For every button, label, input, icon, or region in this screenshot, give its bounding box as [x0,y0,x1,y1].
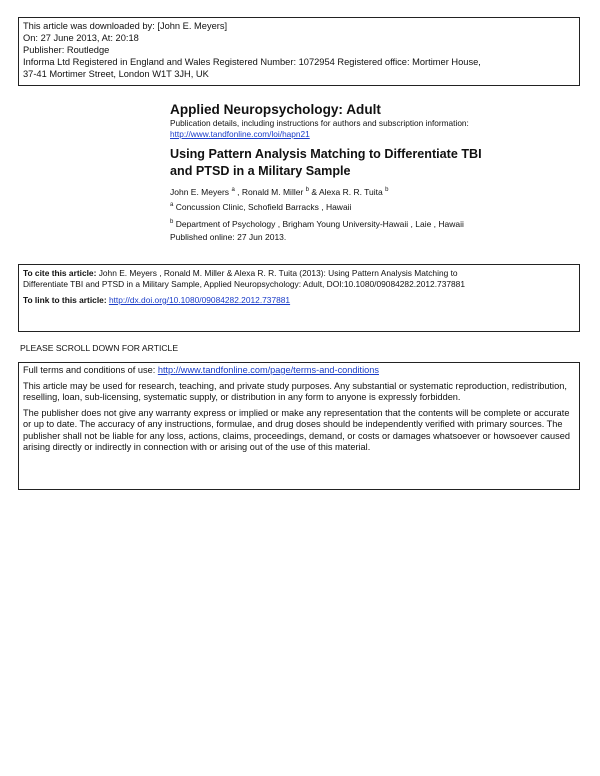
affiliation-text: Concussion Clinic, Schofield Barracks , Hawaii [175,202,352,212]
journal-title: Applied Neuropsychology: Adult [170,102,381,117]
cite-line [23,268,575,279]
affiliation-marker: b [305,187,310,193]
cite-label: To cite this article: [23,268,97,278]
terms-paragraph-2: The publisher does not give any warranty express or implied or make any representation that the contents will be complete or accurate or up to date. The accuracy of any instructions, formulae, and drug doses should be independently verified with primary sources. The publisher shall not be liable for any loss, actions, claims, proceedings, demand, or costs or damages whatsoever or howsoever caused arising directly or indirectly in connection with or arising out of the use of this material. [23,407,570,452]
download-line: Publisher: Routledge [23,45,110,55]
download-line: Informa Ltd Registered in England and Wales Registered Number: 1072954 Registered office: Mortimer House, [23,57,481,67]
affiliation-marker: b [385,187,389,193]
author-name: John E. Meyers [170,187,230,197]
journal-block [170,101,580,244]
cite-text-1: John E. Meyers , Ronald M. Miller & Alexa R. R. Tuita (2013): Using Pattern Analysis Matching to [98,268,458,278]
article-title-line-1: Using Pattern Analysis Matching to Differentiate TBI [170,147,482,161]
article-title [170,146,580,180]
link-label: To link to this article: [23,295,107,305]
affiliation-b [170,216,580,231]
download-line: On: 27 June 2013, At: 20:18 [23,33,139,43]
download-line: 37-41 Mortimer Street, London W1T 3JH, UK [23,69,209,79]
terms-intro-text: Full terms and conditions of use: [23,365,156,375]
download-line: This article was downloaded by: [John E. Meyers] [23,21,228,31]
journal-link[interactable]: http://www.tandfonline.com/loi/hapn21 [170,129,310,139]
terms-box [18,362,580,490]
doi-link[interactable]: http://dx.doi.org/10.1080/09084282.2012.737881 [108,295,291,305]
download-info-box [18,17,580,86]
article-title-line-2: and PTSD in a Military Sample [170,164,351,178]
affiliation-a [170,199,580,214]
terms-paragraph-1: This article may be used for research, teaching, and private study purposes. Any substantial or systematic reproduction, redistribution, reselling, loan, sub-licensing, systematic supply, or distribution in any form to anyone is expressly forbidden. [23,380,567,402]
citation-box [18,264,580,332]
published-date: Published online: 27 Jun 2013. [170,232,287,242]
affiliation-marker: b [170,219,174,225]
affiliation-text: Department of Psychology , Brigham Young University-Hawaii , Laie , Hawaii [175,219,464,229]
author-name: , Ronald M. Miller [237,187,304,197]
authors [170,184,580,199]
affiliation-marker: a [170,202,174,208]
publication-details: Publication details, including instructions for authors and subscription information: [170,118,469,128]
author-name: & Alexa R. R. Tuita [311,187,383,197]
affiliation-marker: a [231,187,235,193]
scroll-notice: PLEASE SCROLL DOWN FOR ARTICLE [20,343,179,353]
link-line [23,295,575,306]
terms-link[interactable]: http://www.tandfonline.com/page/terms-and-conditions [157,365,379,375]
terms-intro [23,365,575,377]
cite-text-2: Differentiate TBI and PTSD in a Military Sample, Applied Neuropsychology: Adult, DOI:10.1080/09084282.2012.737881 [23,279,465,289]
